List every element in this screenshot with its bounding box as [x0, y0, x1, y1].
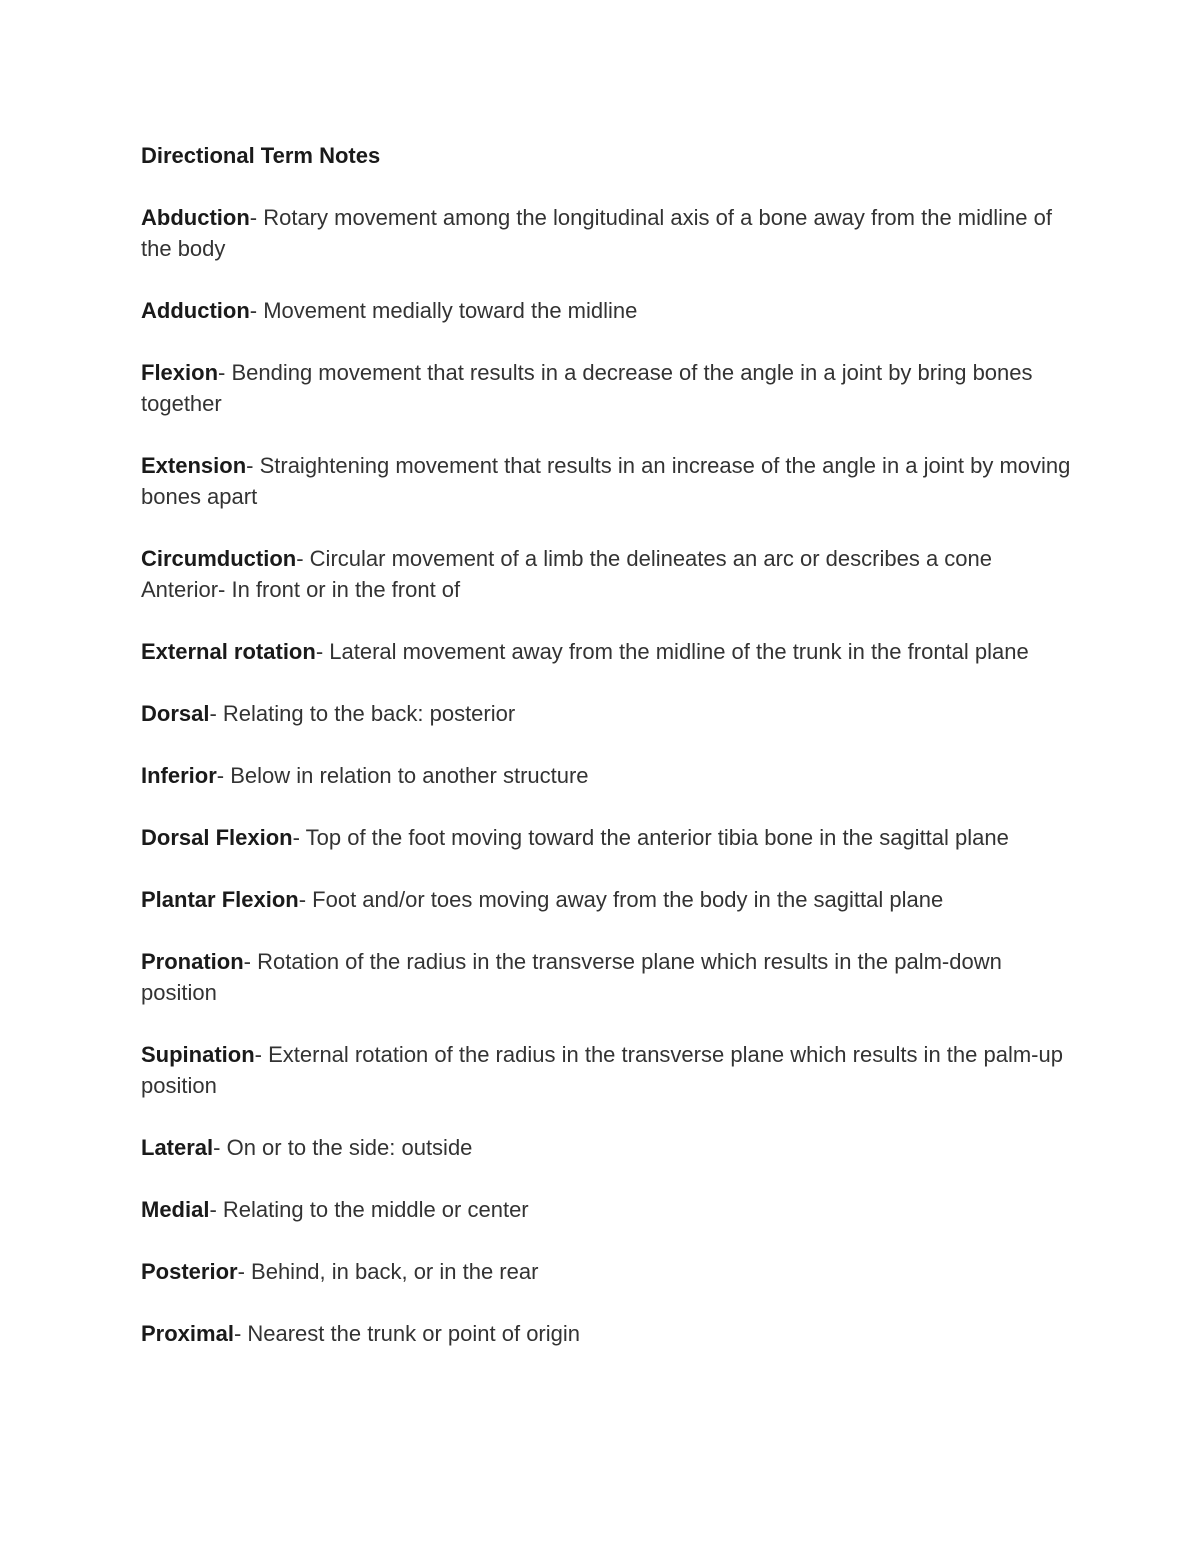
- entry-supination: [141, 1039, 1071, 1101]
- entry-dorsal: [141, 698, 1071, 729]
- term: Inferior: [141, 763, 217, 788]
- definition: - Behind, in back, or in the rear: [237, 1259, 539, 1284]
- definition: - Top of the foot moving toward the anterior tibia bone in the sagittal plane: [292, 825, 1009, 850]
- term: Medial: [141, 1197, 210, 1222]
- definition: - On or to the side: outside: [213, 1135, 473, 1160]
- term: Posterior: [141, 1259, 238, 1284]
- definition: - Lateral movement away from the midline of the trunk in the frontal plane: [315, 639, 1029, 664]
- term: Adduction: [141, 298, 250, 323]
- entry-extension: [141, 450, 1071, 512]
- entry-medial: [141, 1194, 1071, 1225]
- definition: - Relating to the middle or center: [209, 1197, 529, 1222]
- entry-pronation: [141, 946, 1071, 1008]
- entry-dorsal-flexion: [141, 822, 1071, 853]
- entry-abduction: [141, 202, 1071, 264]
- entry-inferior: [141, 760, 1071, 791]
- definition: - Circular movement of a limb the delineates an arc or describes a cone: [296, 546, 993, 571]
- document-page: [141, 140, 1071, 1380]
- term: Lateral: [141, 1135, 214, 1160]
- term: Supination: [141, 1042, 255, 1067]
- definition: - Nearest the trunk or point of origin: [233, 1321, 580, 1346]
- term: Circumduction: [141, 546, 297, 571]
- definition: - Rotary movement among the longitudinal axis of a bone away from the midline of the body: [141, 205, 1052, 261]
- definition: - Rotation of the radius in the transverse plane which results in the palm-down position: [141, 949, 1002, 1005]
- term: Flexion: [141, 360, 219, 385]
- entry-proximal: [141, 1318, 1071, 1349]
- definition: - External rotation of the radius in the transverse plane which results in the palm-up position: [141, 1042, 1063, 1098]
- term: External rotation: [141, 639, 316, 664]
- term: Abduction: [141, 205, 250, 230]
- definition: - Foot and/or toes moving away from the body in the sagittal plane: [298, 887, 944, 912]
- definition: - Movement medially toward the midline: [249, 298, 638, 323]
- entry-flexion: [141, 357, 1071, 419]
- term: Extension: [141, 453, 247, 478]
- definition: - Straightening movement that results in an increase of the angle in a joint by moving bones apart: [141, 453, 1071, 509]
- term: Plantar Flexion: [141, 887, 299, 912]
- definition: Anterior- In front or in the front of: [141, 577, 461, 602]
- entry-circumduction: [141, 543, 1071, 574]
- page-title: Directional Term Notes: [141, 143, 381, 168]
- definition: - Relating to the back: posterior: [209, 701, 516, 726]
- term: Pronation: [141, 949, 244, 974]
- entry-posterior: [141, 1256, 1071, 1287]
- term: Dorsal: [141, 701, 210, 726]
- entry-lateral: [141, 1132, 1071, 1163]
- term: Proximal: [141, 1321, 234, 1346]
- entry-plantar-flexion: [141, 884, 1071, 915]
- entry-anterior: [141, 574, 1071, 605]
- definition: - Bending movement that results in a decrease of the angle in a joint by bring bones together: [141, 360, 1033, 416]
- entry-adduction: [141, 295, 1071, 326]
- term: Dorsal Flexion: [141, 825, 293, 850]
- entry-external-rotation: [141, 636, 1071, 667]
- definition: - Below in relation to another structure: [216, 763, 589, 788]
